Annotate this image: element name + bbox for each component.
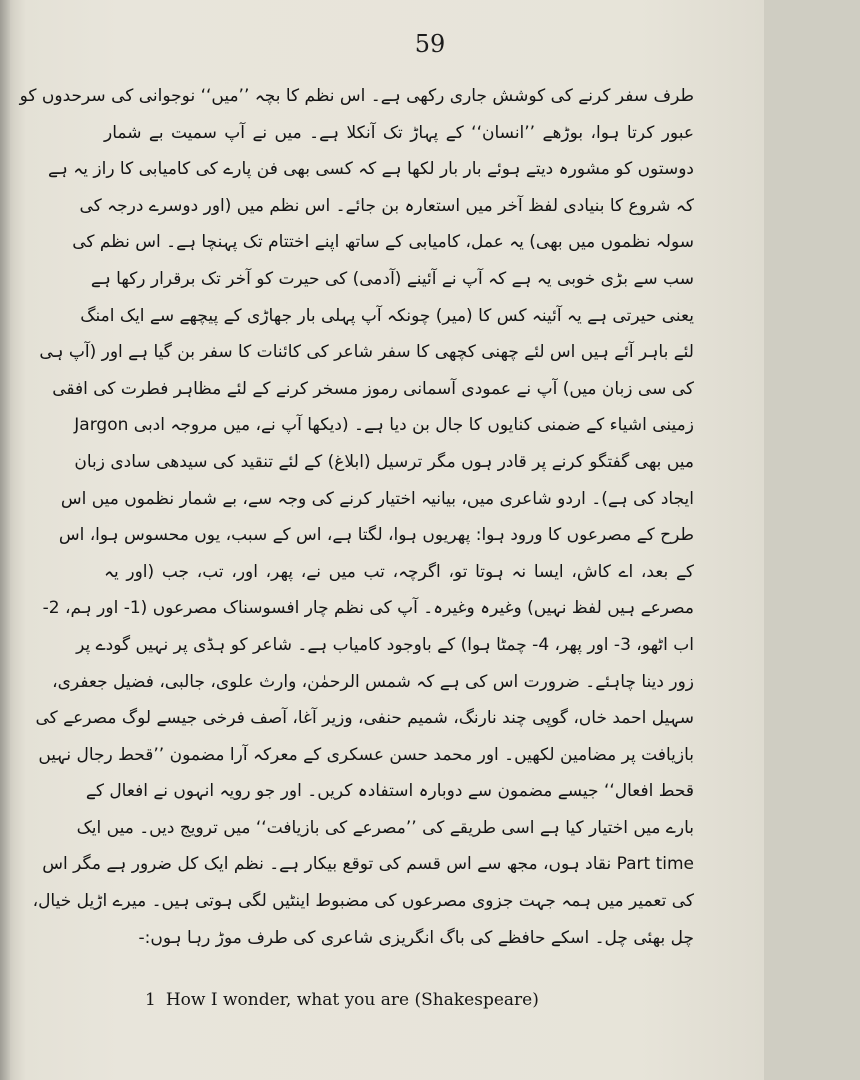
text-line: میں بھی گفتگو کرنے پر قادر ہوں مگر ترسیل (ابلاغ) کے لئے تنقید کی سیدھی سادی زبان <box>74 451 694 472</box>
text-line: سولہ نظموں میں بھی) یہ عمل، کامیابی کے ساتھ اپنے اختتام تک پہنچا ہے۔ اس نظم کی <box>72 232 694 253</box>
text-line: کی سی زبان میں) آپ نے عمودی آسمانی رموز مسخر کرنے کے لئے مظاہر فطرت کی افقی <box>52 378 694 399</box>
text-line: کہ شروع کا بنیادی لفظ آخر میں استعارہ بن جائے۔ اس نظم میں (اور دوسرے درجہ کی <box>79 195 694 216</box>
text-line: طرف سفر کرنے کی کوشش جاری رکھی ہے۔ اس نظم کا بچہ ’’میں‘‘ نوجوانی کی سرحدوں کو <box>19 86 694 106</box>
text-line: کے بعد، اے کاش، ایسا نہ ہوتا تو، اگرچہ، تب میں نے، پھر، اور، تب، جب (اور یہ <box>104 561 694 582</box>
footnote-number: 1 <box>145 990 156 1010</box>
text-line: لئے باہر آئے ہیں اس لئے چھنی کچھی کا سفر شاعر کی کائنات کا سفر بن گیا ہے اور (آپ ہی <box>39 342 694 363</box>
page-number: 59 <box>414 30 446 58</box>
text-line: اب اٹھو، 3- اور پھر، 4- چمٹا ہوا) کے باوجود کامیاب ہے۔ شاعر کو ہڈی پر نہیں گودے پر <box>76 634 694 655</box>
text-line: بارے میں اختیار کیا ہے اسی طریقے کی ’’مصرعے کی بازیافت‘‘ میں ترویج دیں۔ میں ایک <box>76 817 694 838</box>
urdu-body-text <box>19 78 694 956</box>
book-binding-edge <box>0 0 10 1080</box>
text-line: سب سے بڑی خوبی یہ ہے کہ آپ نے آئینے (آدمی) کی حیرت کو آخر تک برقرار رکھا ہے <box>90 268 694 289</box>
text-line: کی تعمیر میں ہمہ جہت جزوی مصرعوں کی مضبوط اینٹیں لگی ہوتی ہیں۔ میرے اڑیل خیال، <box>32 891 694 912</box>
text-line: مصرعے ہیں لفظ نہیں) وغیرہ وغیرہ۔ آپ کی نظم چار افسوسناک مصرعوں (1- اور ہم، 2- <box>42 598 694 619</box>
footnote-text: How I wonder, what you are (Shakespeare) <box>165 990 539 1010</box>
text-line: ایجاد کی ہے)۔ اردو شاعری میں، بیانیہ اختیار کرنے کی وجہ سے، بے شمار نظموں میں اس <box>60 488 694 509</box>
text-line: سہیل احمد خاں، گوپی چند نارنگ، شمیم حنفی، وزیر آغا، آصف فرخی جیسے لوگ مصرعے کی <box>35 708 694 729</box>
text-line: طرح کے مصرعوں کا ورود ہوا: پھریوں ہوا، لگتا ہے، اس کے سبب، یوں محسوس ہوا، اس <box>58 525 694 546</box>
text-line: دوستوں کو مشورہ دیتے ہوئے بار بار لکھا ہے کہ کسی بھی فن پارے کی کامیابی کا راز یہ ہے <box>47 159 694 180</box>
text-line: قحط افعال‘‘ جیسے مضمون سے دوبارہ استفادہ کریں۔ اور جو رویہ انہوں نے افعال کے <box>85 781 694 802</box>
text-line: چل بھئی چل۔ اسکے حافظے کی باگ انگریزی شاعری کی طرف موڑ رہا ہوں:- <box>138 927 694 948</box>
footnote <box>145 990 539 1010</box>
text-line: بازیافت پر مضامین لکھیں۔ اور محمد حسن عسکری کے معرکہ آرا مضمون ’’قحط رجال نہیں <box>38 744 694 765</box>
text-line: عبور کرتا ہوا، بوڑھے ’’انسان‘‘ کے پہاڑ تک آنکلا ہے۔ میں نے آپ سمیت بے شمار <box>104 122 694 143</box>
text-line: یعنی حیرتی ہے یہ آئینہ کس کا (میر) چونکہ آپ پہلی بار جھاڑی کے پیچھے سے ایک امنگ <box>80 305 694 326</box>
text-line: زور دینا چاہئے۔ ضرورت اس کی ہے کہ شمس الرحمٰن، وارث علوی، جالبی، فضیل جعفری، <box>52 671 694 692</box>
text-line: زمینی اشیاء کے ضمنی کنایوں کا جال بن دیا ہے۔ (دیکھا آپ نے، میں مروجہ ادبی Jargon <box>74 415 694 436</box>
text-line: Part time نقاد ہوں، مجھ سے اس قسم کی توقع بیکار ہے۔ نظم ایک کل ضرور ہے مگر اس <box>42 854 694 875</box>
